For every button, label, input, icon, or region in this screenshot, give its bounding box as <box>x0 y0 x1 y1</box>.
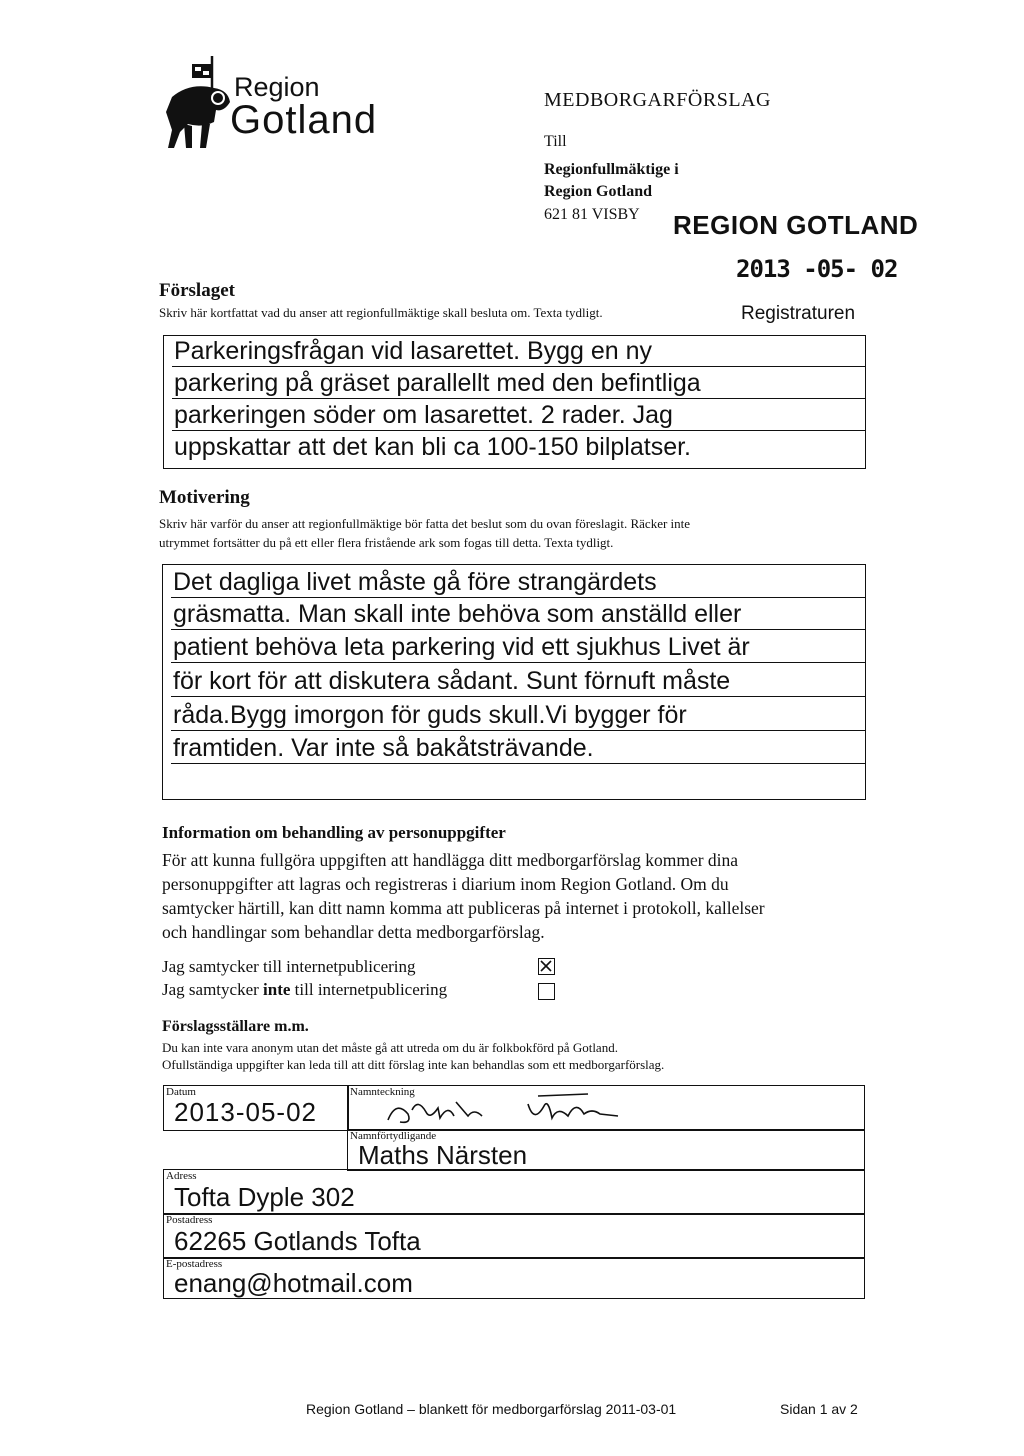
proposal-textbox[interactable] <box>163 335 866 469</box>
recipient-line-2: Region Gotland <box>544 183 653 200</box>
consent-no-post: till internetpublicering <box>290 980 448 999</box>
proposal-line: parkeringen söder om lasarettet. 2 rader. Jag <box>172 400 865 431</box>
proposal-line: parkering på gräset parallellt med den befintliga <box>172 368 865 399</box>
privacy-text-line: och handlingar som behandlar detta medborgarförslag. <box>162 922 545 942</box>
consent-yes-label: Jag samtycker till internetpublicering <box>162 957 416 976</box>
motivation-line: patient behöva leta parkering vid ett sjukhus Livet är <box>171 632 865 663</box>
motivation-instruction-2: utrymmet fortsätter du på ett eller flera fristående ark som fogas till detta. Texta tydligt. <box>159 535 614 550</box>
proposal-heading: Förslaget <box>159 280 235 301</box>
proposal-instruction: Skriv här kortfattat vad du anser att regionfullmäktige skall besluta om. Texta tydligt. <box>159 305 603 320</box>
footer-form-version: Region Gotland – blankett för medborgarförslag 2011-03-01 <box>306 1401 677 1417</box>
email-value: enang@hotmail.com <box>174 1268 413 1298</box>
signature-field[interactable] <box>347 1085 865 1131</box>
privacy-text-line: samtycker härtill, kan ditt namn komma att publiceras på internet i protokoll, kallelser <box>162 898 765 918</box>
name-clarification-value: Maths Närsten <box>358 1140 528 1170</box>
email-label: E-postadress <box>166 1258 223 1270</box>
to-label: Till <box>544 133 567 150</box>
checked-x-icon <box>539 959 553 973</box>
consent-yes-checkbox[interactable] <box>538 958 555 975</box>
stamp-organization: REGION GOTLAND <box>673 210 919 240</box>
logo-text-gotland: Gotland <box>230 98 378 142</box>
form-title: MEDBORGARFÖRSLAG <box>544 89 771 111</box>
submitter-heading: Förslagsställare m.m. <box>162 1018 309 1035</box>
date-value: 2013-05-02 <box>174 1097 317 1127</box>
consent-no-checkbox[interactable] <box>538 983 555 1000</box>
motivation-textbox[interactable] <box>162 564 866 800</box>
footer-page-number: Sidan 1 av 2 <box>780 1401 858 1417</box>
consent-no-bold: inte <box>263 980 291 999</box>
address-label: Adress <box>166 1170 197 1182</box>
signature-label: Namnteckning <box>350 1086 415 1098</box>
postal-address-label: Postadress <box>166 1214 213 1226</box>
date-field[interactable] <box>163 1085 349 1131</box>
privacy-heading: Information om behandling av personuppgifter <box>162 823 506 842</box>
ram-logo-icon <box>162 52 232 152</box>
name-clarification-label: Namnförtydligande <box>350 1130 437 1142</box>
stamp-date: 2013 -05- 02 <box>736 255 898 283</box>
proposal-line: uppskattar att det kan bli ca 100-150 bilplatser. <box>174 433 691 461</box>
motivation-heading: Motivering <box>159 487 250 508</box>
motivation-line: Det dagliga livet måste gå före strangärdets <box>171 567 865 598</box>
recipient-line-1: Regionfullmäktige i <box>544 161 679 178</box>
motivation-line: för kort för att diskutera sådant. Sunt förnuft måste <box>171 666 865 697</box>
postal-address-field[interactable] <box>163 1213 865 1259</box>
date-label: Datum <box>166 1086 196 1098</box>
submitter-note-2: Ofullständiga uppgifter kan leda till att ditt förslag inte kan behandlas som ett medborgarförslag. <box>162 1057 665 1072</box>
motivation-line: framtiden. Var inte så bakåtsträvande. <box>171 733 865 764</box>
privacy-text-line: personuppgifter att lagras och registreras i diarium inom Region Gotland. Om du <box>162 874 729 894</box>
name-clarification-field[interactable] <box>347 1129 865 1171</box>
motivation-line: råda.Bygg imorgon för guds skull.Vi bygger för <box>171 700 865 731</box>
proposal-line: Parkeringsfrågan vid lasarettet. Bygg en ny <box>172 336 865 367</box>
postal-address-value: 62265 Gotlands Tofta <box>174 1226 421 1256</box>
motivation-line: gräsmatta. Man skall inte behöva som anställd eller <box>171 599 865 630</box>
privacy-text-line: För att kunna fullgöra uppgiften att handlägga ditt medborgarförslag kommer dina <box>162 850 739 870</box>
stamp-registry: Registraturen <box>741 303 856 324</box>
logo-text-region: Region <box>234 72 320 102</box>
motivation-instruction-1: Skriv här varför du anser att regionfullmäktige bör fatta det beslut som du ovan föreslagit. Räcker inte <box>159 516 691 531</box>
handwritten-signature <box>378 1090 628 1130</box>
consent-no-label <box>162 980 447 1000</box>
email-field[interactable] <box>163 1257 865 1299</box>
consent-no-pre: Jag samtycker <box>162 980 264 999</box>
submitter-note-1: Du kan inte vara anonym utan det måste gå att utreda om du är folkbokförd på Gotland. <box>162 1040 618 1055</box>
address-value: Tofta Dyple 302 <box>174 1182 355 1212</box>
address-field[interactable] <box>163 1169 865 1215</box>
recipient-line-3: 621 81 VISBY <box>544 206 640 223</box>
